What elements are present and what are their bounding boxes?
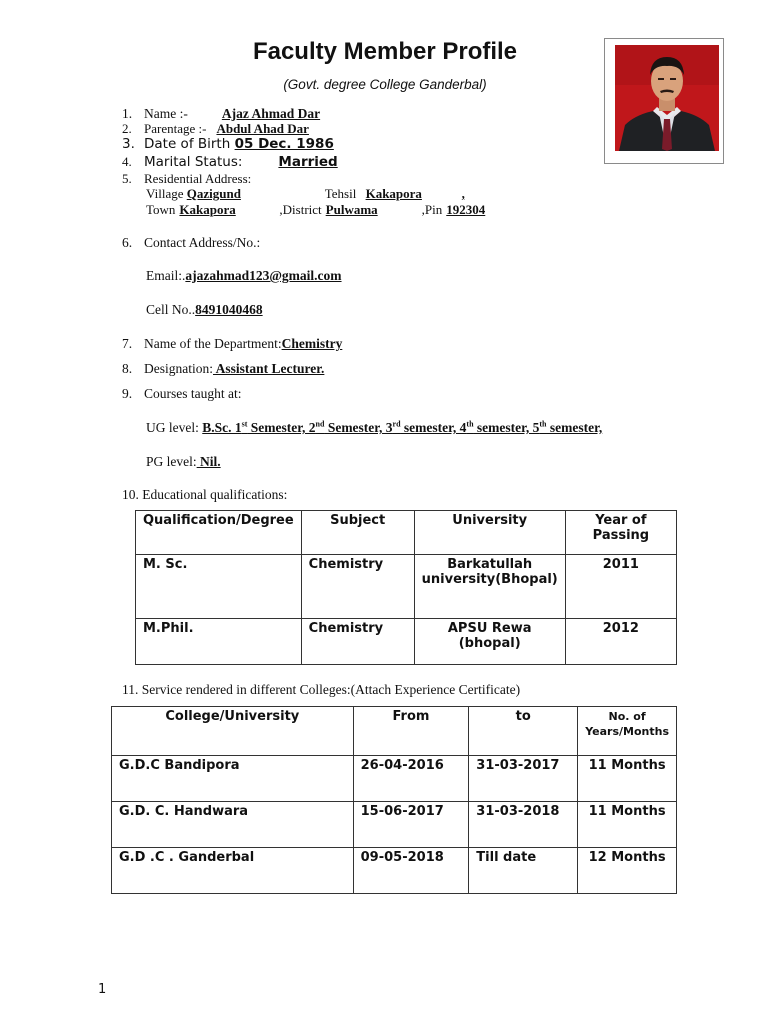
page-title: Faculty Member Profile <box>252 38 518 65</box>
email-row <box>146 268 342 284</box>
marital-label: Marital Status: <box>144 154 243 170</box>
table-header: College/University <box>112 707 354 756</box>
email-value[interactable]: ajazahmad123@gmail.com <box>185 268 342 283</box>
tehsil-value: Kakapora <box>365 186 422 201</box>
table-cell: G.D. C. Handwara <box>112 802 354 848</box>
address-row <box>122 171 251 187</box>
village-row: Village Qazigund Tehsil Kakapora , <box>146 186 465 201</box>
table-cell: G.D .C . Ganderbal <box>112 848 354 894</box>
contact-heading <box>122 235 260 251</box>
pg-level-row <box>146 454 221 470</box>
table-header: Year of Passing <box>565 511 676 555</box>
item-number: 11. <box>122 682 139 697</box>
village-label: Village <box>146 186 184 201</box>
table-cell: APSU Rewa (bhopal) <box>414 619 565 665</box>
contact-label: Contact Address/No.: <box>144 235 261 250</box>
profile-photo <box>615 45 719 151</box>
department-row <box>122 336 342 352</box>
parentage-value: Abdul Ahad Dar <box>216 121 309 136</box>
table-cell: Barkatullah university(Bhopal) <box>414 555 565 619</box>
table-cell: 31-03-2018 <box>469 802 578 848</box>
service-table <box>111 706 677 894</box>
parentage-row <box>122 121 309 137</box>
table-header: Subject <box>301 511 414 555</box>
table-header: University <box>414 511 565 555</box>
cell-row <box>146 302 263 318</box>
cell-label: Cell No.. <box>146 302 196 317</box>
pin-label: ,Pin <box>421 202 443 217</box>
address-label: Residential Address: <box>144 171 252 186</box>
table-cell: Chemistry <box>301 619 414 665</box>
village-value: Qazigund <box>186 186 241 201</box>
table-cell: M.Phil. <box>136 619 302 665</box>
department-value: Chemistry <box>281 336 343 351</box>
pg-label: PG level: <box>146 454 197 469</box>
cell-value: 8491040468 <box>195 302 263 317</box>
item-number: 2. <box>122 121 132 136</box>
education-label: Educational qualifications: <box>142 487 288 502</box>
marital-value: Married <box>278 154 338 170</box>
courses-row <box>122 386 242 402</box>
item-number: 10. <box>122 487 139 502</box>
ug-value: B.Sc. 1st Semester, 2nd Semester, 3rd semester, 4th semester, 5th semester, <box>202 419 603 435</box>
district-value: Pulwama <box>325 202 378 217</box>
table-row <box>136 619 677 665</box>
table-cell: Chemistry <box>301 555 414 619</box>
designation-label: Designation: <box>144 361 213 376</box>
table-cell: 26-04-2016 <box>353 756 469 802</box>
ug-label: UG level: <box>146 420 199 435</box>
table-header: No. of Years/Months <box>578 707 677 756</box>
town-label: Town <box>146 202 176 217</box>
designation-row <box>122 361 324 377</box>
table-cell: 09-05-2018 <box>353 848 469 894</box>
table-header-row <box>112 707 677 756</box>
table-row <box>112 756 677 802</box>
table-header: From <box>353 707 469 756</box>
table-cell: 12 Months <box>578 848 677 894</box>
item-number: 1. <box>122 106 133 121</box>
table-header-row <box>136 511 677 555</box>
table-cell: 11 Months <box>578 802 677 848</box>
education-heading <box>122 487 287 503</box>
item-number: 7. <box>122 336 133 351</box>
profile-photo-frame <box>604 38 724 164</box>
name-row <box>122 106 320 122</box>
dob-label: Date of Birth <box>144 136 231 152</box>
service-label: Service rendered in different Colleges:(Attach Experience Certificate) <box>141 682 521 697</box>
item-number: 4. <box>122 154 132 169</box>
town-row <box>146 202 485 218</box>
tehsil-label: Tehsil <box>324 186 357 201</box>
item-number: 3. <box>122 136 135 152</box>
item-number: 5. <box>122 171 132 186</box>
dob-row <box>122 136 334 152</box>
table-row <box>112 848 677 894</box>
town-value: Kakapora <box>179 202 236 217</box>
service-heading <box>122 682 520 698</box>
marital-row <box>122 154 338 170</box>
item-number: 8. <box>122 361 133 376</box>
education-table <box>135 510 677 665</box>
table-header: to <box>469 707 578 756</box>
item-number: 9. <box>122 386 133 401</box>
page-subtitle: (Govt. degree College Ganderbal) <box>283 77 487 92</box>
email-label: Email:. <box>146 268 186 283</box>
parentage-label: Parentage :- <box>144 121 207 136</box>
table-cell: M. Sc. <box>136 555 302 619</box>
dob-value: 05 Dec. 1986 <box>234 136 334 152</box>
district-label: ,District <box>279 202 322 217</box>
table-cell: 2011 <box>565 555 676 619</box>
table-cell: G.D.C Bandipora <box>112 756 354 802</box>
name-value: Ajaz Ahmad Dar <box>221 106 321 121</box>
table-header: Qualification/Degree <box>136 511 302 555</box>
table-cell: Till date <box>469 848 578 894</box>
page-number: 1 <box>98 982 107 997</box>
table-row <box>112 802 677 848</box>
table-cell: 11 Months <box>578 756 677 802</box>
table-row <box>136 555 677 619</box>
ug-level-row <box>146 420 602 436</box>
pg-value: Nil. <box>196 454 221 469</box>
pin-value: 192304 <box>446 202 486 217</box>
table-cell: 2012 <box>565 619 676 665</box>
item-number: 6. <box>122 235 133 250</box>
department-label: Name of the Department: <box>144 336 282 351</box>
table-cell: 31-03-2017 <box>469 756 578 802</box>
name-label: Name :- <box>144 106 188 121</box>
table-cell: 15-06-2017 <box>353 802 469 848</box>
courses-label: Courses taught at: <box>144 386 242 401</box>
designation-value: Assistant Lecturer. <box>213 361 325 376</box>
